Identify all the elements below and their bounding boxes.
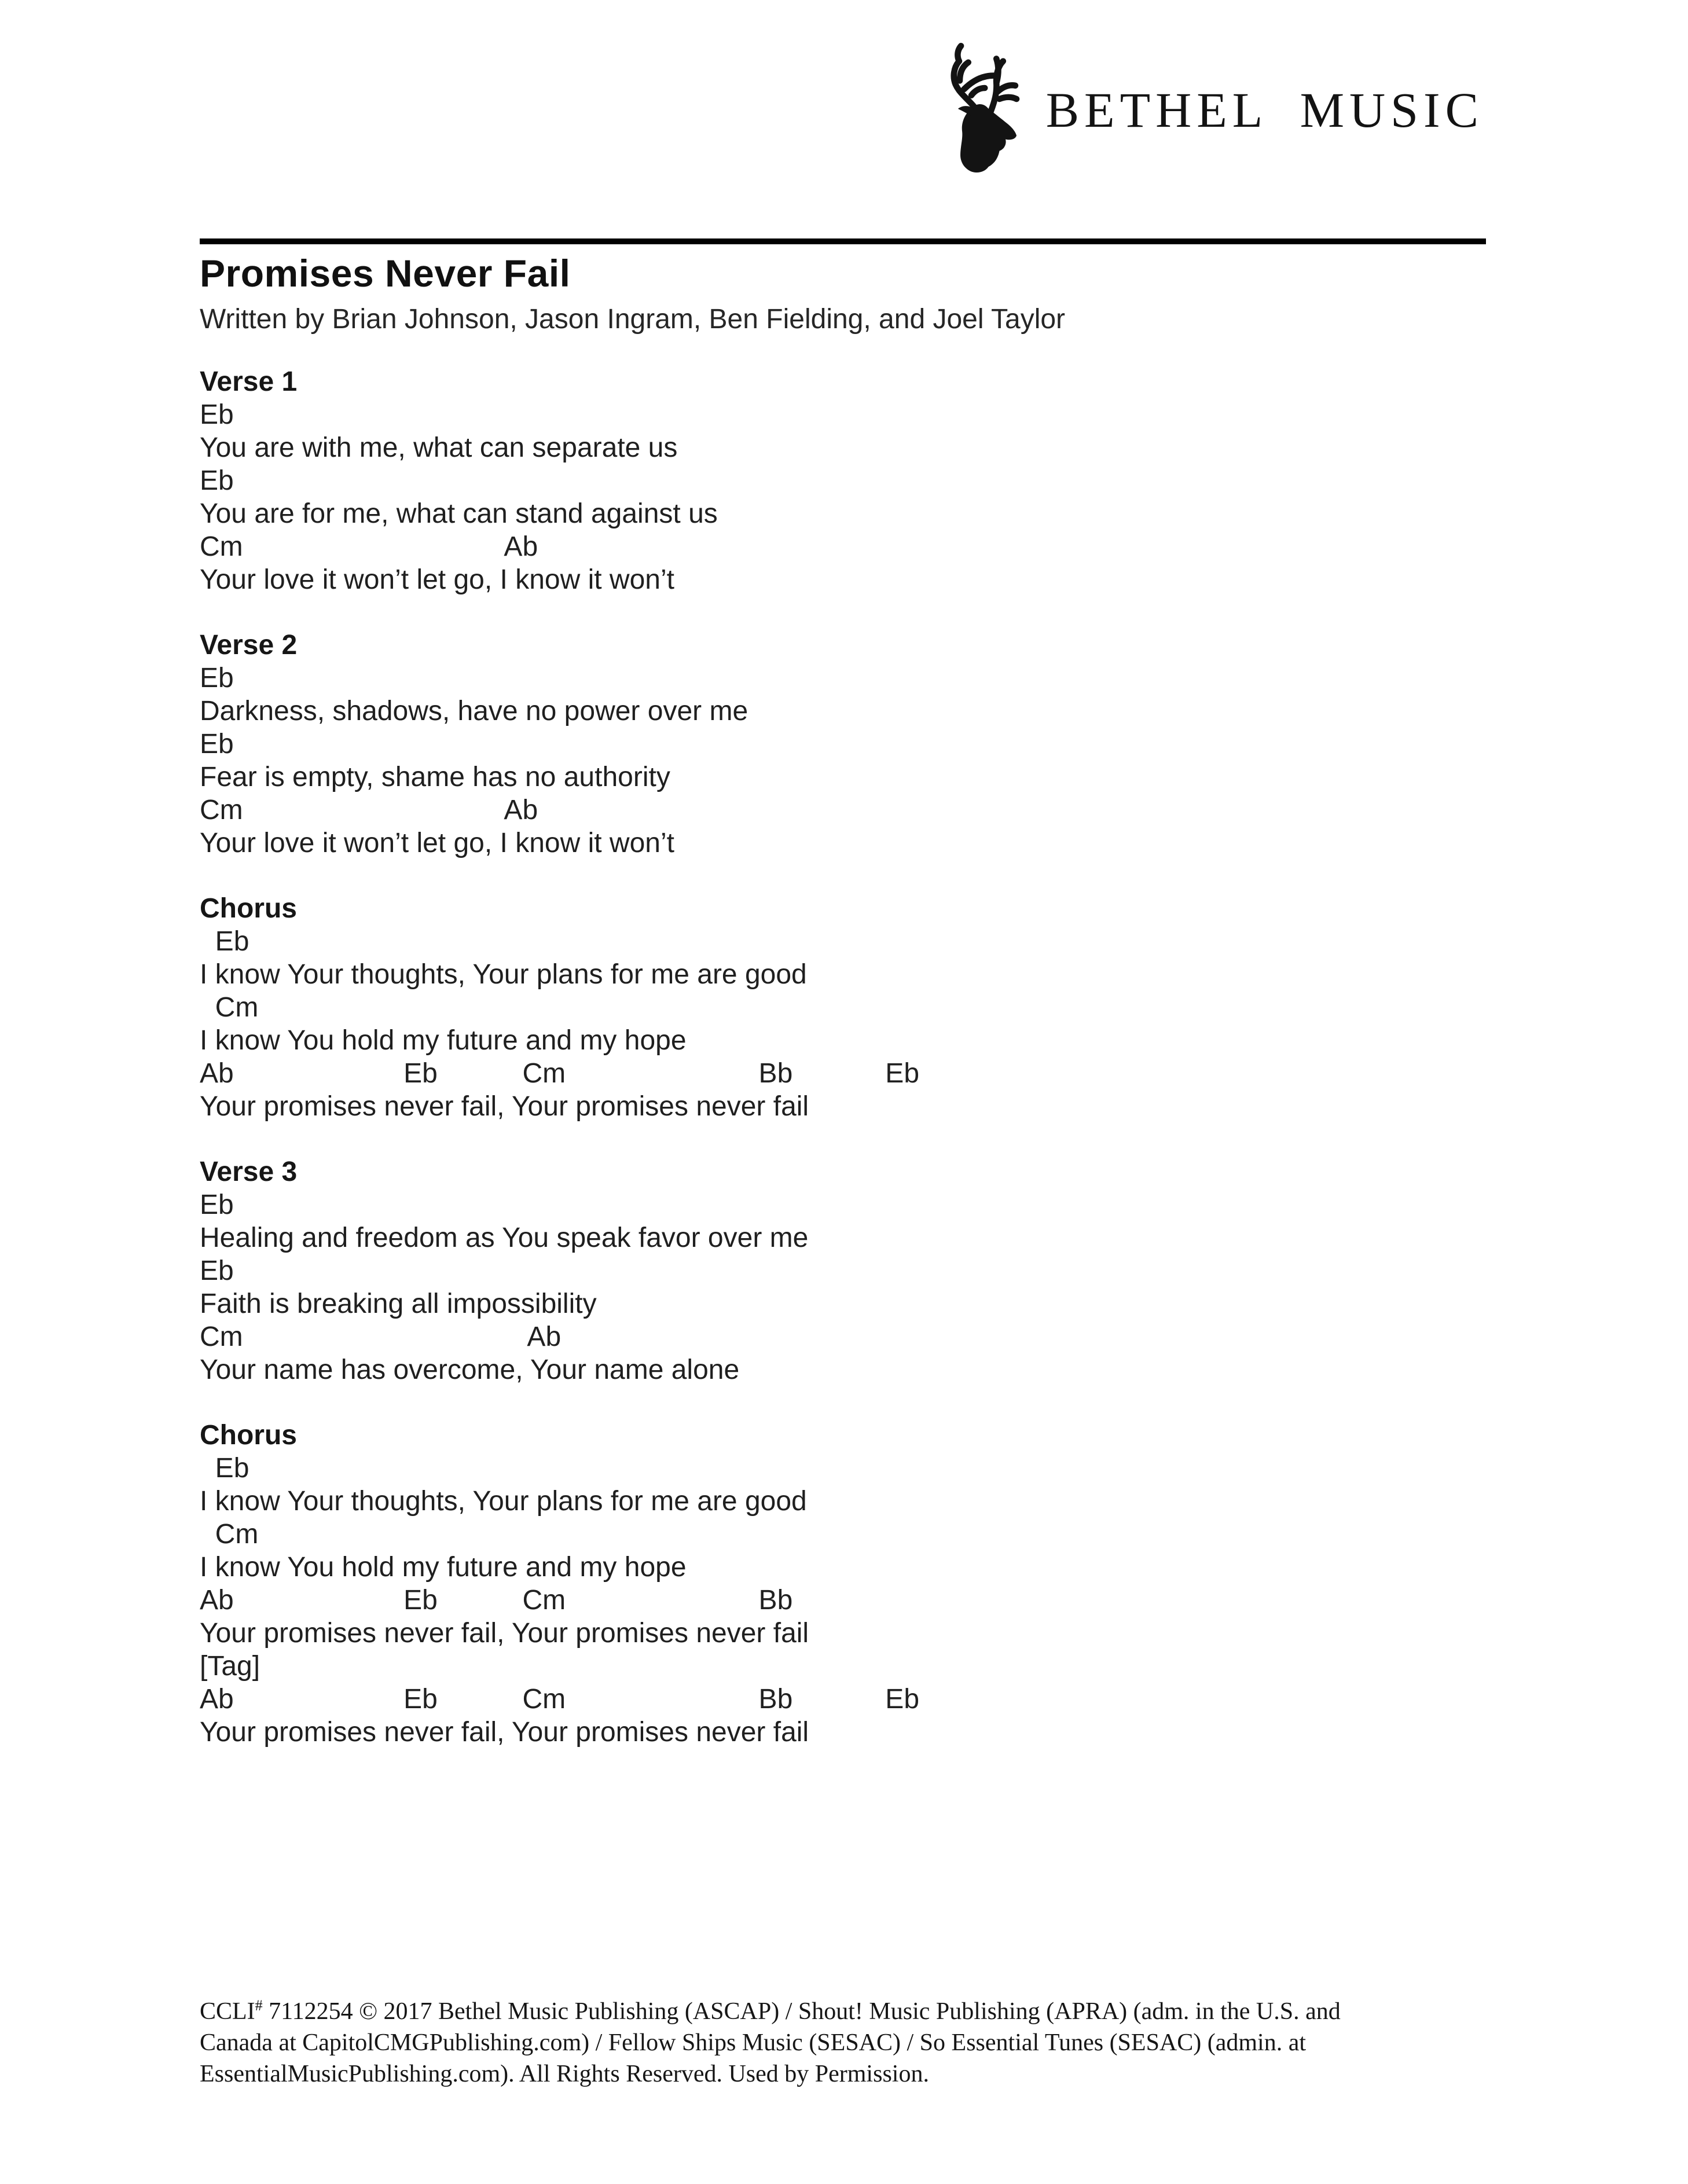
lyric-line: Your love it won’t let go, I know it won’t [200,828,674,858]
lyric-line: Fear is empty, shame has no authority [200,762,670,792]
lyric-line: I know You hold my future and my hope [200,1552,687,1583]
brand-header [200,41,1486,179]
chord-line: Cm [200,1519,259,1550]
label-line: [Tag] [200,1651,260,1682]
chord-line: Ab Eb Cm Bb Eb [200,1058,920,1089]
stag-head-icon [940,43,1025,177]
lyric-line: Your promises never fail, Your promises never fail [200,1091,809,1122]
lyric-line: I know Your thoughts, Your plans for me are good [200,959,807,990]
song-title: Promises Never Fail [200,252,571,295]
chord-line: Eb [200,729,234,759]
lyric-line: Your promises never fail, Your promises never fail [200,1618,809,1649]
lyric-line: I know Your thoughts, Your plans for me are good [200,1486,807,1517]
chord-line: Cm Ab [200,531,538,562]
chord-line: Cm Ab [200,1322,562,1352]
page-content [200,41,1486,1749]
chord-line: Ab Eb Cm Bb [200,1585,793,1616]
chord-line: Eb [200,465,234,496]
lyric-line: Healing and freedom as You speak favor over me [200,1223,809,1253]
song-byline: Written by Brian Johnson, Jason Ingram, Ben Fielding, and Joel Taylor [200,304,1066,335]
footer-line-1-text: 7112254 © 2017 Bethel Music Publishing (ASCAP) / Shout! Music Publishing (APRA) (adm. in the U.S. and [262,1998,1341,2025]
brand-name: BETHEL MUSIC [1045,82,1484,138]
lyric-line: Darkness, shadows, have no power over me [200,696,748,726]
lyric-line: Faith is breaking all impossibility [200,1289,597,1319]
lyric-line: Your love it won’t let go, I know it won’t [200,564,674,595]
header-rule [200,238,1486,244]
copyright-footer [200,1996,1520,2090]
song-section [200,629,1486,860]
song-section [200,365,1486,596]
lyric-line: I know You hold my future and my hope [200,1025,687,1056]
footer-line-1 [200,1996,1520,2027]
song-section [200,1419,1486,1749]
lyric-line: You are with me, what can separate us [200,432,678,463]
lyric-line: Your promises never fail, Your promises never fail [200,1717,809,1748]
song-section [200,892,1486,1123]
section-heading: Verse 1 [200,366,298,397]
lyric-line: Your name has overcome, Your name alone [200,1355,740,1385]
chord-line: Ab Eb Cm Bb Eb [200,1684,920,1715]
lyric-line: You are for me, what can stand against us [200,498,718,529]
chord-line: Eb [200,399,234,430]
section-heading: Verse 3 [200,1157,298,1187]
chord-line: Cm [200,992,259,1023]
section-heading: Chorus [200,893,297,924]
section-heading: Verse 2 [200,630,298,660]
ccli-label: CCLI [200,1998,255,2025]
chord-line: Eb [200,1453,249,1484]
chord-line: Eb [200,1190,234,1220]
chord-line: Eb [200,1256,234,1286]
song-section [200,1155,1486,1386]
ccli-hash-superscript: # [255,1997,263,2014]
footer-line-3: EssentialMusicPublishing.com). All Rights Reserved. Used by Permission. [200,2061,929,2087]
section-heading: Chorus [200,1420,297,1451]
footer-line-2: Canada at CapitolCMGPublishing.com) / Fellow Ships Music (SESAC) / So Essential Tunes (SESAC) (admin. at [200,2029,1307,2056]
song-sections [200,365,1486,1749]
chord-line: Eb [200,663,234,693]
chord-line: Eb [200,926,249,957]
chord-line: Cm Ab [200,795,538,825]
